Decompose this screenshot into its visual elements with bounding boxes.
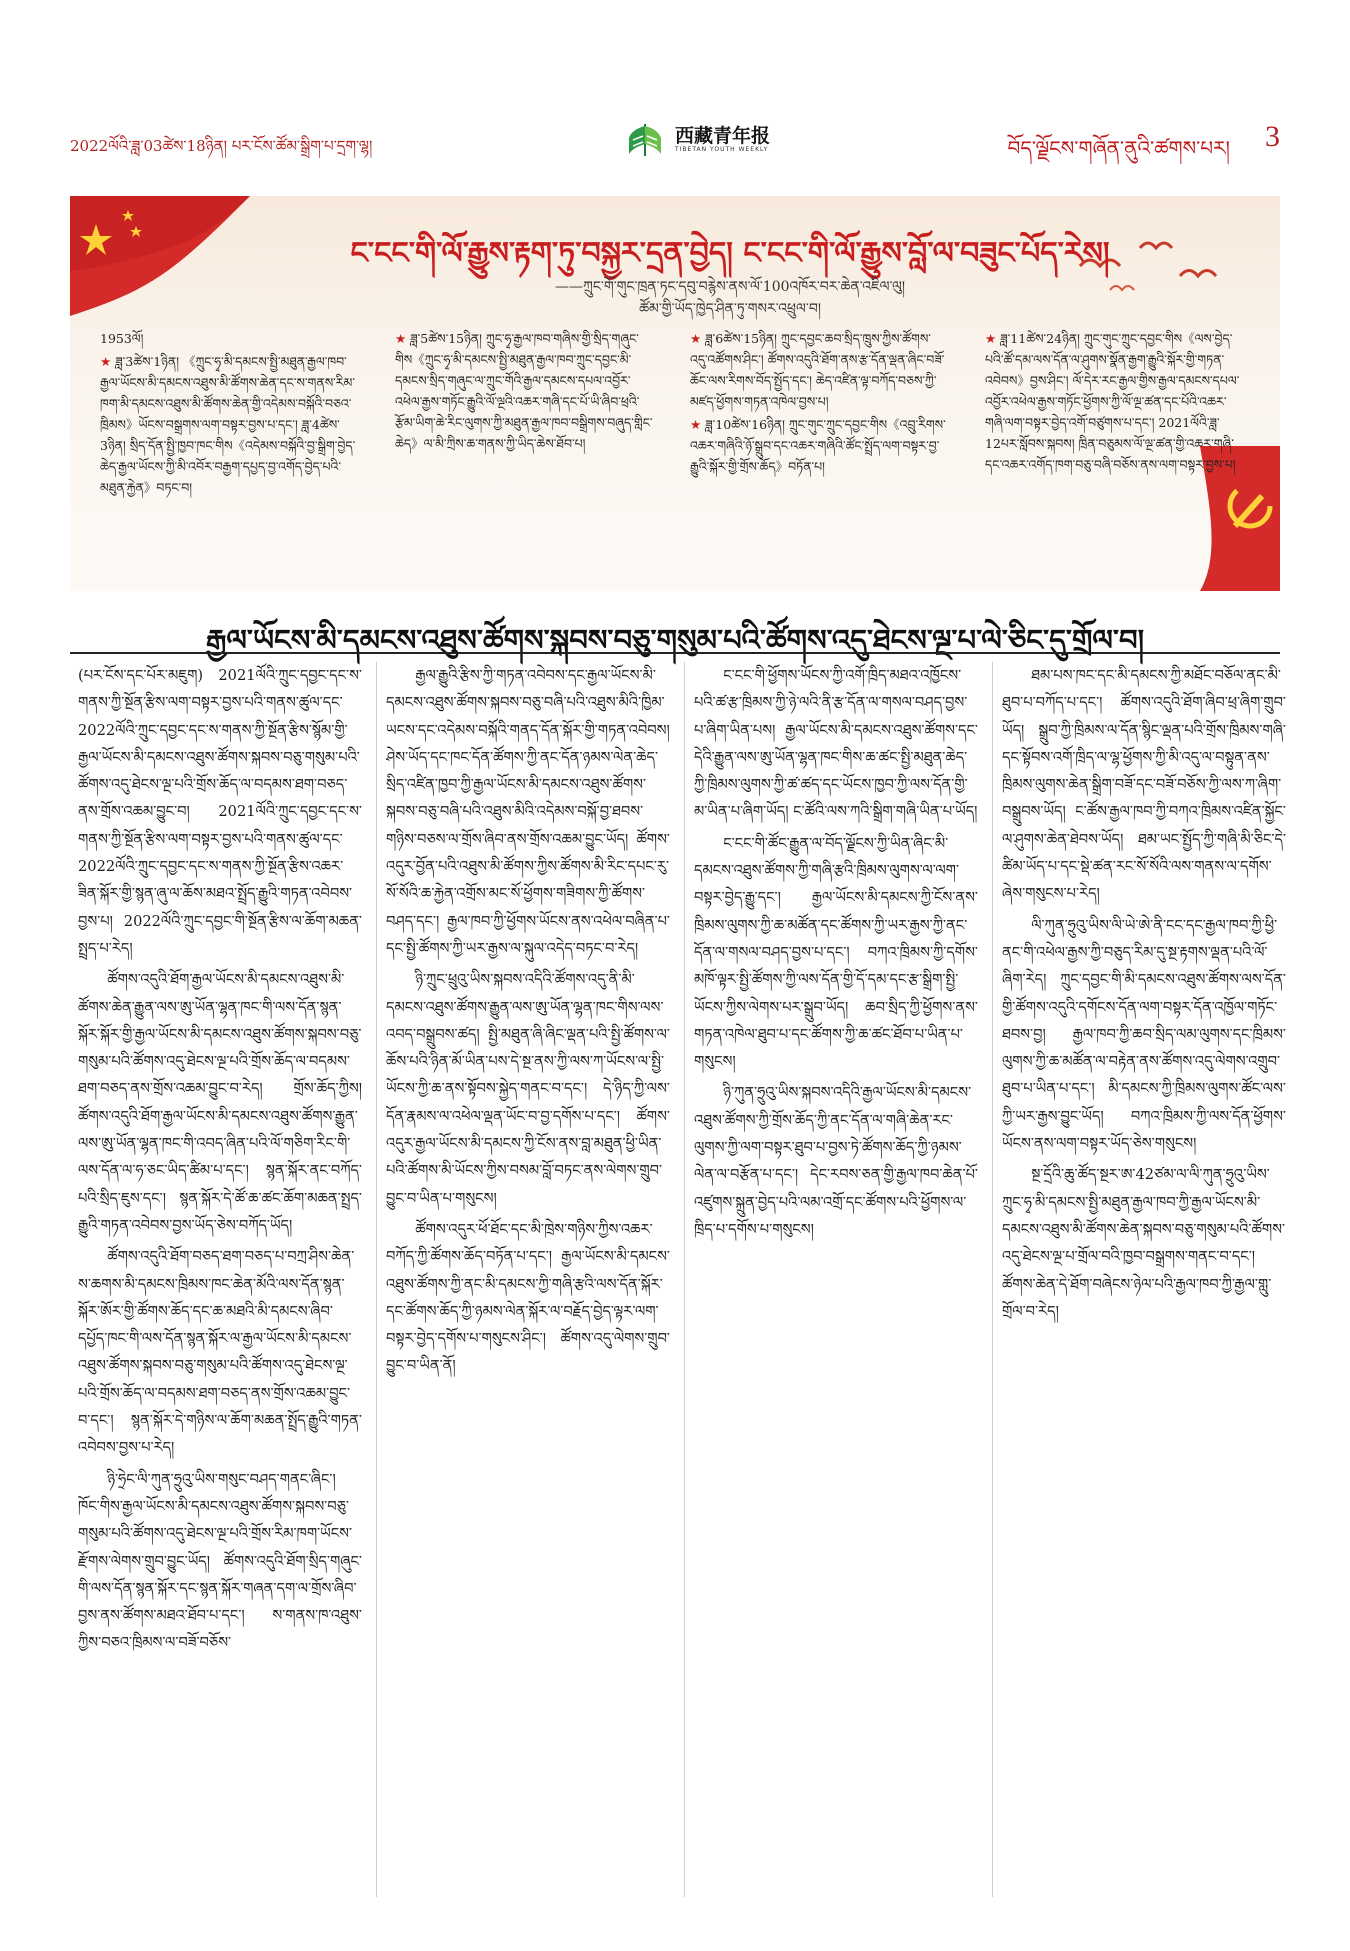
headline-divider (70, 652, 1280, 654)
column-divider (376, 662, 377, 1897)
timeline-entry: ★ ཟླ་3ཚེས་1ཉིན། 《ཀྲུང་ཧྭ་མི་དམངས་སྤྱི་མཐུན་རྒྱལ་ཁབ་རྒྱལ་ཡོངས་མི་དམངས་འཐུས་མི་ཚོགས་ཆེན་དང་ས་གནས་རིམ་ཁག་མི་དམངས་འཐུས་མི་ཚོགས་ཆེན་གྱི་འདེམས་བསྐོའི་བཅའ་ཁྲིམས》ཡོངས་བསྒྲགས་ལག་བསྟར་བྱས་པ་དང་། ཟླ་4ཚེས་3ཉིན། སྲིད་དོན་སྤྱི་ཁྱབ་ཁང་གིས《འདེམས་བསྐོའི་བྱ་སྒྲིག་བྱེད་ཆེད་རྒྱལ་ཡོངས་ཀྱི་མི་འབོར་བརྒྱག་དཔྱད་བྱ་འགོད་བྱེད་པའི་མཐུན་རྐྱེན》བཏང་བ། (100, 354, 356, 495)
article-paragraph: ང་ངང་གི་ཕྱོགས་ཡོངས་ཀྱི་འགོ་ཁྲིད་མཐའ་འཁྱོངས་པའི་ཚ་རྩ་ཁྲིམས་ཀྱི་ཉེ་ལའི་ནི་རྩ་དོན་ལ་གསལ་བཤད་བྱས་པ་ཞིག་ཡིན་པས། རྒྱལ་ཡོངས་མི་དམངས་འཐུས་ཚོགས་དང་དེའི་རྒྱུན་ལས་ཨུ་ཡོན་ལྷན་ཁང་གིས་ཆ་ཚང་སྤྱི་མཐུན་ཆེད་ཀྱི་ཁྲིམས་ལུགས་ཀྱི་ཚ་ཚད་དང་ཡོངས་ཁྱབ་ཀྱི་ལས་དོན་གྱི་མ་ཡིན་པ་ཞིག་ཡོད། ང་ཚོའི་ལས་ཀའི་སྒྲིག་གཞི་ཡིན་པ་ཡོད། (694, 667, 978, 821)
banner-title: ང་ངང་གི་ལོ་རྒྱུས་རྟག་ཏུ་བསྐྱར་དྲན་བྱེད། ང་ངང་གི་ལོ་རྒྱུས་བློ་ལ་བཟུང་པོད་རེས། (350, 236, 1110, 271)
timeline-column-4 (985, 328, 1243, 477)
article-paragraph: (པར་ངོས་དང་པོར་མཇུག) 2021ལོའི་ཀྲུང་དབྱང་དང་ས་གནས་ཀྱི་སྔོན་རྩིས་ལག་བསྟར་བྱས་པའི་གནས་ཚུལ་དང་2022ལོའི་ཀྲུང་དབྱང་དང་ས་གནས་ཀྱི་སྔོན་རྩིས་སྙོམ་གྱི་རྒྱལ་ཡོངས་མི་དམངས་འཐུས་ཚོགས་སྐབས་བཅུ་གསུམ་པའི་ཚོགས་འདུ་ཐེངས་ལྔ་པའི་གྲོས་ཆོད་ལ་བདམས་ཐག་བཅད་ནས་གྲོས་འཆམ་བྱུང་བ། 2021ལོའི་ཀྲུང་དབྱང་དང་ས་གནས་ཀྱི་སྔོན་རྩིས་ལག་བསྟར་བྱས་པའི་གནས་ཚུལ་དང་2022ལོའི་ཀྲུང་དབྱང་དང་ས་གནས་ཀྱི་སྔོན་རྩིས་འཆར་ཟིན་སྐོར་གྱི་སྙན་ཞུ་ལ་ཆོས་མཐའ་སྤྲོད་རྒྱུའི་གཏན་འབེབས་བྱས་པ། 2022ལོའི་ཀྲུང་དབྱང་གི་སྔོན་རྩིས་ལ་ཆོག་མཆན་སྤྲད་པ་རེད། (78, 667, 362, 957)
timeline-entry: ★ ཟླ་11ཚེས་24ཉིན། ཀྲུང་གུང་ཀྲུང་དབྱང་གིས《ལས་བྱེད་པའི་ཚོ་དམ་ལས་དོན་ལ་ཤུགས་སྣོན་རྒྱག་རྒྱུའི་སྐོར་གྱི་གཏན་འབེབས》བྱས་ཤིང་། ལོ་དེར་རང་རྒྱལ་གྱིས་རྒྱལ་དམངས་དཔལ་འབྱོར་འཕེལ་རྒྱས་གཏོང་ཕྱོགས་ཀྱི་ལོ་ལྔ་ཚན་དང་པོའི་འཆར་གཞི་ལག་བསྟར་བྱེད་འགོ་བཙུགས་པ་དང་། 2021ལོའི་ཟླ་12པར་སློབས་སྐབས། ཁྲིན་བཅུམས་ལོ་ལྔ་ཚན་གྱི་འཆར་གཞི་དང་འཆར་འགོད་ཁག་བཅུ་བཞི་བཅོས་ནས་ལག་བསྟར་བྱས་པ། (985, 331, 1240, 472)
article-paragraph: ཉི་ཀུན་ཧྲུའུ་ཡིས་སྐབས་འདིའི་རྒྱལ་ཡོངས་མི་དམངས་འཐུས་ཚོགས་ཀྱི་གྲོས་ཆོད་ཀྱི་ནང་དོན་ལ་གཞི་ཆེན་རང་ལུགས་ཀྱི་ལག་བསྟར་ཐུབ་པ་བྱས་ཏེ་ཚོགས་ཆོད་ཀྱི་ཉམས་ལེན་ལ་བརྩོན་པ་དང་། དེང་རབས་ཅན་གྱི་རྒྱལ་ཁབ་ཆེན་པོ་འཛུགས་སྐྲུན་བྱེད་པའི་ལམ་འགྲོ་དང་ཚོགས་པའི་ཕྱོགས་ལ་ཁྲིད་པ་དགོས་པ་གསུངས། (694, 1084, 978, 1238)
article-paragraph: ཚོགས་འདུའི་ཐོག་བཅད་ཐག་བཅད་པ་བཀྲ་ཤིས་ཆེན་ས་ཆགས་མི་དམངས་ཁྲིམས་ཁང་ཆེན་མོའི་ལས་དོན་སྙན་སྐོར་ཨོར་གྱི་ཚོགས་ཆོད་དང་ཆ་མཐའི་མི་དམངས་ཞིབ་དཔྱོད་ཁང་གི་ལས་དོན་སྙན་སྐོར་ལ་རྒྱལ་ཡོངས་མི་དམངས་འཐུས་ཚོགས་སྐབས་བཅུ་གསུམ་པའི་ཚོགས་འདུ་ཐེངས་ལྔ་པའི་གྲོས་ཆོད་ལ་བདམས་ཐག་བཅད་ནས་གྲོས་འཆམ་བྱུང་བ་དང་། སྙན་སྐོར་དེ་གཉིས་ལ་ཆོག་མཆན་སྤྲོད་རྒྱུའི་གཏན་འབེབས་བྱས་པ་རེད། (78, 1248, 362, 1457)
national-flag-icon (70, 196, 250, 316)
star-icon: ★ (690, 331, 706, 346)
column-divider (684, 662, 685, 1897)
article-column-2 (386, 662, 670, 1902)
article-column-4 (1002, 662, 1286, 1902)
article-paragraph: ཐམ་པས་ཁང་དང་མི་དམངས་ཀྱི་མཐོང་བཅོལ་ནང་མི་ཐུབ་པ་བཀོད་པ་དང་། ཚོགས་འདུའི་ཐོག་ཞིབ་ཕྲ་ཞིག་གྲུབ་ཡོད། སྒྲུབ་ཀྱི་ཁྲིམས་ལ་དོན་སྙིང་ལྡན་པའི་གྲོས་ཁྲིམས་གཞི་དང་སྟོབས་འགོ་ཁྲིད་ལ་ལྷ་ཕྱོགས་ཀྱི་མི་འདུ་ལ་བསྟུན་ནས་ཁྲིམས་ལུགས་ཆེན་སྒྲིག་བཟོ་དང་བཟོ་བཅོས་ཀྱི་ལས་ཀ་ཞིག་བསྒྲུབས་ཡོད། ང་ཚོས་རྒྱལ་ཁབ་ཀྱི་བཀའ་ཁྲིམས་འཛིན་སྐྱོང་ལ་ཤུགས་ཆེན་ཐེབས་ཡོད། ཐམ་ཡང་སྤྱོད་ཀྱི་གཞི་མི་ཅིང་དེ་ཚིམ་ཡོད་པ་དང་སྡེ་ཚན་རང་སོ་སོའི་ལས་གནས་ལ་དགོས་ཞེས་གསུངས་པ་རེད། (1002, 667, 1286, 903)
article-column-3 (694, 662, 978, 1902)
timeline-column-1 (100, 328, 358, 500)
timeline-entry: ★ ཟླ་10ཚེས་16ཉིན། ཀྲུང་གུང་ཀྲུང་དབྱང་གིས《འབྲུ་རིགས་འཆར་གཞིའི་ཉོ་སྒྲུབ་དང་འཆར་གཞིའི་ཚོང་སྤྲོད་ལག་བསྟར་བྱ་རྒྱུའི་སྐོར་གྱི་གྲོས་ཆོད》བཏོན་པ། (690, 417, 946, 474)
issue-date: 2022ལོའི་ཟླ་03ཚེས་18ཉིན། པར་ངོས་ཚོམ་སྒྲིག་པ་དྲག་ལྷ། (70, 137, 373, 155)
paper-name-english: TIBETAN YOUTH WEEKLY (675, 146, 769, 153)
article-paragraph: ང་ངང་གི་ཚོང་རྒྱུན་ལ་བོད་ལྗོངས་ཀྱི་ཡིན་ཞིང་མི་དམངས་འཐུས་ཚོགས་ཀྱི་གཞི་རྩའི་ཁྲིམས་ལུགས་ལ་ལག་བསྟར་བྱེད་རྒྱུ་དང་། རྒྱལ་ཡོངས་མི་དམངས་ཀྱི་ངོས་ནས་ཁྲིམས་ལུགས་ཀྱི་ཆ་མཚོན་དང་ཚོགས་ཀྱི་ཡར་རྒྱས་ཀྱི་ནང་དོན་ལ་གསལ་བཤད་བྱས་པ་དང་། བཀའ་ཁྲིམས་ཀྱི་དགོས་མཁོ་ལྟར་སྤྱི་ཚོགས་ཀྱི་ལས་དོན་གྱི་དོ་དམ་དང་རྩ་སྒྲིག་སྤྱི་ཡོངས་ཀྱིས་ལེགས་པར་སྒྲུབ་ཡོད། ཆབ་སྲིད་ཀྱི་ཕྱོགས་ནས་གཏན་འཁེལ་ཐུབ་པ་དང་ཚོགས་ཀྱི་ཆ་ཚང་ཐོབ་པ་ཡིན་པ་གསུངས། (694, 834, 978, 1071)
article-paragraph: ཉི་ཀྲུང་ཕྲུའུ་ཡིས་སྐབས་འདིའི་ཚོགས་འདུ་ནི་མི་དམངས་འཐུས་ཚོགས་རྒྱུན་ལས་ཨུ་ཡོན་ལྷན་ཁང་གིས་ལས་འབད་བསྒྲུབས་ཚད། སྤྱི་མཐུན་ཞི་ཞིང་ལྡན་པའི་སྤྱི་ཚོགས་ལ་ཆོས་པའི་ཉིན་མོ་ཡིན་པས་དེ་སྔ་ནས་ཀྱི་ལས་ཀ་ཡོངས་ལ་སྤྱི་ཡོངས་ཀྱི་ཆ་ནས་སྟོབས་སྐྱེད་གནང་བ་དང་། དེ་ཉིད་ཀྱི་ལས་དོན་རྣམས་ལ་འཕེལ་ལྡན་ཡོང་བ་བྱ་དགོས་པ་དང་། ཚོགས་འདུར་རྒྱལ་ཡོངས་མི་དམངས་ཀྱི་ངོས་ནས་བླ་མཐུན་ཕྱི་ཡིན་པའི་ཚོགས་མི་ཡོངས་ཀྱིས་བསམ་བློ་བཏང་ནས་ལེགས་གྲུབ་བྱུང་བ་ཡིན་པ་གསུངས། (386, 971, 670, 1207)
article-paragraph: རྒྱལ་རྒྱུའི་རྩིས་ཀྱི་གཏན་འབེབས་དང་རྒྱལ་ཡོངས་མི་དམངས་འཐུས་ཚོགས་སྐབས་བཅུ་བཞི་པའི་འཐུས་མིའི་ཁྱིམ་ཡངས་དང་འདེམས་བསྐོའི་གནད་དོན་སྐོར་གྱི་གཏན་འབེབས། ཤེས་ཡོད་དང་ཁང་དོན་ཚོགས་ཀྱི་ནང་དོན་ཉམས་ལེན་ཆེད་སྲིད་འཛིན་ཁྱབ་ཀྱི་རྒྱལ་ཡོངས་མི་དམངས་འཐུས་ཚོགས་སྐབས་བཅུ་བཞི་པའི་འཐུས་མིའི་འདེམས་བསྐོ་བྱ་ཐབས་གཉིས་བཅས་ལ་གྲོས་ཞིབ་ནས་གྲོས་འཆམ་བྱུང་ཡོད། ཚོགས་འདུར་བྱོན་པའི་འཐུས་མི་ཚོགས་ཀྱིས་ཚོགས་མི་རིང་དཔང་རུ་སོ་སོའི་ཆ་རྐྱེན་འགྲོས་མང་སོ་ཕྱོགས་གཟིགས་ཀྱི་ཚོགས་བཤད་དང་། རྒྱལ་ཁབ་ཀྱི་ཕྱོགས་ཡོངས་ནས་འཕེལ་བཞིན་པ་དང་སྤྱི་ཚོགས་ཀྱི་ཡར་རྒྱས་ལ་སྐུལ་འདེད་བཏང་བ་རེད། (386, 667, 670, 957)
article-paragraph: ཉི་ཧྲེང་ལི་ཀུན་ཧྲུའུ་ཡིས་གསུང་བཤད་གནང་ཞིང་། ཁོང་གིས་རྒྱལ་ཡོངས་མི་དམངས་འཐུས་ཚོགས་སྐབས་བཅུ་གསུམ་པའི་ཚོགས་འདུ་ཐེངས་ལྔ་པའི་གྲོས་རིམ་ཁག་ཡོངས་རྫོགས་ལེགས་གྲུབ་བྱུང་ཡོད། ཚོགས་འདུའི་ཐོག་སྲིད་གཞུང་གི་ལས་དོན་སྙན་སྐོར་དང་སྙན་སྐོར་གཞན་དག་ལ་གྲོས་ཞིབ་བྱས་ནས་ཚོགས་མཐའ་ཐོབ་པ་དང་། ས་གནས་ཁ་འཐུས་ཀྱིས་བཅའ་ཁྲིམས་ལ་བཟོ་བཅོས་ (78, 1470, 362, 1652)
newspaper-logo (625, 118, 770, 162)
banner-subtitle: ——ཀྲུང་གོ་གུང་ཁྲན་ཏང་དབུ་བརྙེས་ནས་ལོ་100འཁོར་བར་ཆེན་འཇིལ་ལུ། ཚོམ་གྱི་ཡོད་ཁྱེད་ཤིན་ཏུ་གསར་འཕྲུལ་བ། (554, 279, 906, 317)
star-icon: ★ (100, 354, 116, 369)
article-headline: རྒྱལ་ཡོངས་མི་དམངས་འཐུས་ཚོགས་སྐབས་བཅུ་གསུམ་པའི་ཚོགས་འདུ་ཐེངས་ལྔ་པ་ལེ་ཅིང་དུ་གྲོལ་བ། (205, 623, 1145, 657)
anniversary-banner (70, 196, 1280, 591)
timeline-entry: 1953ལོ། (100, 331, 144, 346)
timeline-entry: ★ ཟླ་5ཚེས་15ཉིན། ཀྲུང་ཧྭ་རྒྱལ་ཁབ་གཞིས་གྱི་སྲིད་གཞུང་གིས《ཀྲུང་ཧྭ་མི་དམངས་སྤྱི་མཐུན་རྒྱལ་ཁབ་ཀྲུང་དབྱང་མི་དམངས་སྲིད་གཞུང་ལ་ཀྲུང་གོའི་རྒྱལ་དམངས་དཔལ་འབྱོར་འཕེལ་རྒྱས་གཏོང་རྒྱུའི་ལོ་ལྔའི་འཆར་གཞི་དང་པོ་ཡི་ཞིབ་ཕྲའི་རྩོམ་ཡིག་ཆེ་རིང་ལུགས་ཀྱི་མཐུན་རྒྱལ་ཁབ་བསྒྲིགས་བཞུད་གླིང་ཆེད》ལ་མི་ཀྲིས་ཆ་གནས་ཀྱི་ཡིད་ཆེས་ཐོབ་པ། (395, 331, 653, 451)
star-icon: ★ (690, 417, 706, 432)
timeline-entry: ★ ཟླ་6ཚེས་15ཉིན། ཀྲུང་དབྱང་ཆབ་སྲིད་ཁྲུས་ཀྱིས་ཚོགས་འདུ་འཚོགས་ཤིང་། ཚོགས་འདུའི་ཐོག་ནས་རྩ་དོན་ལྡན་ཞིང་བཟོ་ཆོང་ལས་རིགས་བོད་སྤྱོད་དང་། ཆེད་འཛིན་ལྟ་བཀོད་བཅས་ཀྱི་མཛད་ཕྱོགས་གཏན་འཁེལ་བྱས་པ། (690, 331, 945, 409)
article-column-1 (78, 662, 362, 1902)
star-icon: ★ (395, 331, 411, 346)
book-logo-icon (625, 120, 665, 160)
article-paragraph: ཚོགས་འདུར་ཕོ་ཐོང་དང་མི་ཁྲེས་གཉིས་ཀྱིས་འཆར་བཀོད་ཀྱི་ཚོགས་ཆོད་བཏོན་པ་དང་། རྒྱལ་ཡོངས་མི་དམངས་འཐུས་ཚོགས་ཀྱི་ནང་མི་དམངས་ཀྱི་གཞི་རྩའི་ལས་དོན་སྐོར་དང་ཚོགས་ཆོད་ཀྱི་ཉམས་ལེན་སྐོར་ལ་བརྗོད་བྱེད་ལྟར་ལག་བསྟར་བྱེད་དགོས་པ་གསུངས་ཤིང་། ཚོགས་འདུ་ལེགས་གྲུབ་བྱུང་བ་ཡིན་ནོ། (386, 1220, 670, 1375)
article-paragraph: ཚོགས་འདུའི་ཐོག་རྒྱལ་ཡོངས་མི་དམངས་འཐུས་མི་ཚོགས་ཆེན་རྒྱུན་ལས་ཨུ་ཡོན་ལྷན་ཁང་གི་ལས་དོན་སྙན་སྐོར་སྐོར་གྱི་རྒྱལ་ཡོངས་མི་དམངས་འཐུས་ཚོགས་སྐབས་བཅུ་གསུམ་པའི་ཚོགས་འདུ་ཐེངས་ལྔ་པའི་གྲོས་ཆོད་ལ་བདམས་ཐག་བཅད་ནས་གྲོས་འཆམ་བྱུང་བ་རེད། གྲོས་ཆོད་ཀྱིས། ཚོགས་འདུའི་ཐོག་རྒྱལ་ཡོངས་མི་དམངས་འཐུས་ཚོགས་རྒྱུན་ལས་ཨུ་ཡོན་ལྷན་ཁང་གི་འབད་ཞིན་པའི་ལོ་གཅིག་རིང་གི་ལས་དོན་ལ་ཧ་ཅང་ཡིད་ཚིམ་པ་དང་། སྙན་སྐོར་ནང་བཀོད་པའི་སྲིད་ཇུས་དང་། སྙན་སྐོར་དེ་ཚོ་ཆ་ཚང་ཆོག་མཆན་སྤྲད་རྒྱུའི་གཏན་འབེབས་བྱས་ཡོད་ཅེས་བཀོད་ཡོད། (78, 971, 362, 1234)
column-divider (992, 662, 993, 1897)
article-paragraph: སྔ་དྲོའི་ཆུ་ཚོད་སྔར་ཨ་42ཙམ་ལ་ལི་ཀུན་ཧྲུའུ་ཡིས་ཀྲུང་ཧྭ་མི་དམངས་སྤྱི་མཐུན་རྒྱལ་ཁབ་ཀྱི་རྒྱལ་ཡོངས་མི་དམངས་འཐུས་མི་ཚོགས་ཆེན་སྐབས་བཅུ་གསུམ་པའི་ཚོགས་འདུ་ཐེངས་ལྔ་པ་གྲོལ་བའི་ཁྱབ་བསྒྲགས་གནང་བ་དང་། ཚོགས་ཆེན་དེ་ཐོག་བཞེངས་ཉེལ་པའི་རྒྱལ་ཁབ་ཀྱི་རྒྱལ་གླུ་གྲོལ་བ་རེད། (1002, 1166, 1286, 1320)
paper-name: 西藏青年报 (675, 125, 771, 147)
page-number: 3 (1265, 120, 1280, 153)
masthead (70, 108, 1280, 168)
timeline-column-3 (690, 328, 948, 479)
section-title: བོད་ལྗོངས་གཞོན་ནུའི་ཚགས་པར། (1007, 136, 1230, 160)
star-icon: ★ (985, 331, 1001, 346)
timeline-column-2 (395, 328, 653, 456)
article-paragraph: ལི་ཀུན་ཧྲུའུ་ཡིས་ལི་ཡེ་ཨེ་ནི་ངང་དང་རྒྱལ་ཁབ་ཀྱི་ཕྱི་ནང་གི་འཕེལ་རྒྱས་ཀྱི་བཅུད་རིམ་དུ་སྔ་རྟགས་ལྡན་པའི་ལོ་ཞིག་རེད། ཀྲུང་དབྱང་གི་མི་དམངས་འཐུས་ཚོགས་ལས་དོན་གྱི་ཚོགས་འདུའི་དགོངས་དོན་ལག་བསྟར་དོན་འཁྱོལ་གཏོང་ཐབས་བྱ། རྒྱལ་ཁབ་ཀྱི་ཆབ་སྲིད་ལམ་ལུགས་དང་ཁྲིམས་ལུགས་ཀྱི་ཆ་མཚོན་ལ་བརྟེན་ནས་ཚོགས་འདུ་ལེགས་འགྲུབ་ཐུབ་པ་ཡིན་པ་དང་། མི་དམངས་ཀྱི་ཁྲིམས་ལུགས་ཚོང་ལས་ཀྱི་ཡར་རྒྱས་བྱུང་ཡོད། བཀའ་ཁྲིམས་ཀྱི་ལས་དོན་ཕྱོགས་ཡོངས་ནས་ལག་བསྟར་ཡོད་ཅེས་གསུངས། (1002, 916, 1286, 1153)
